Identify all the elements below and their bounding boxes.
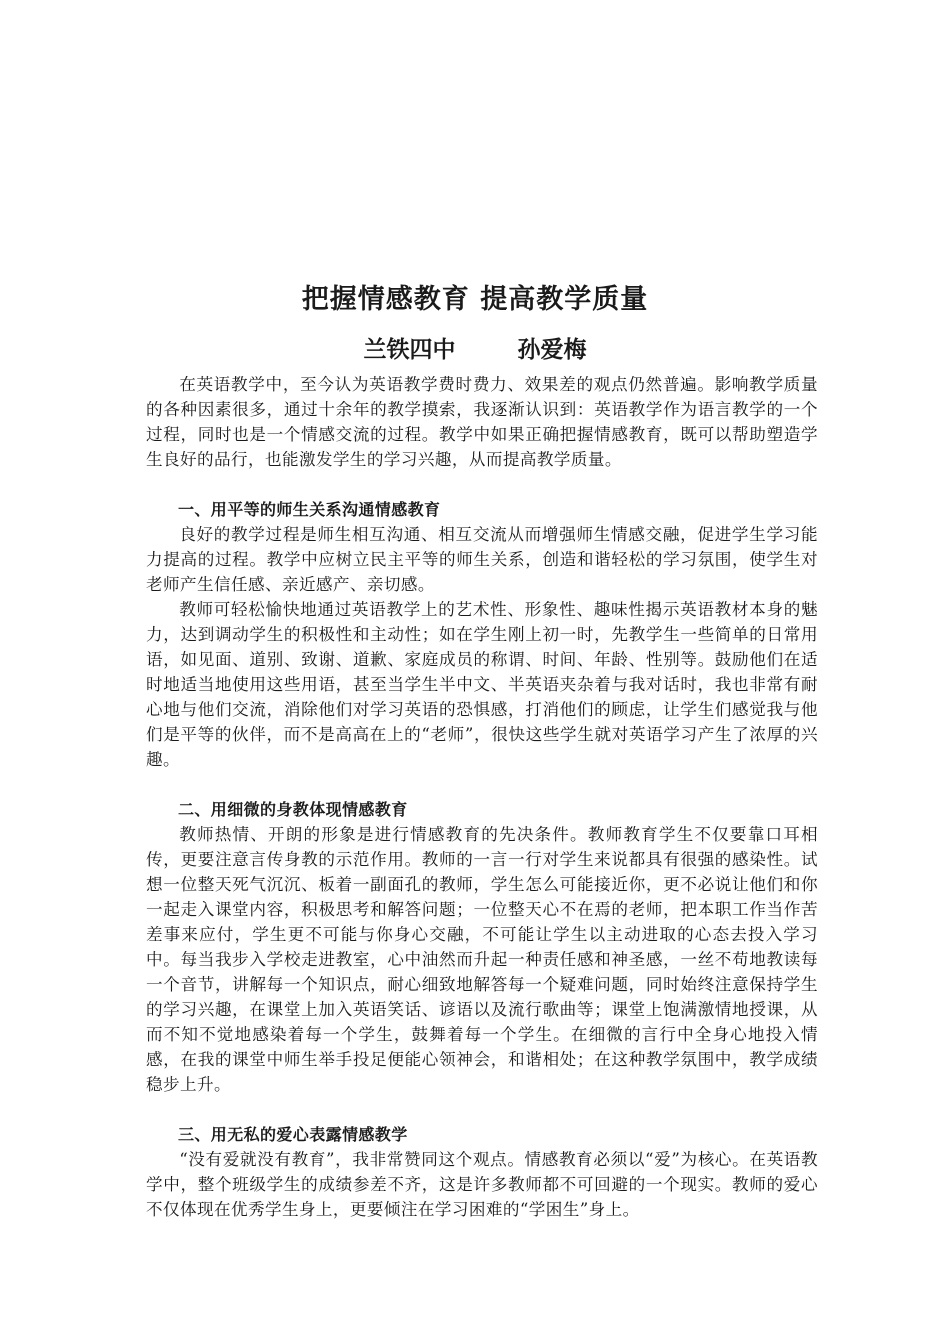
section-2-paragraph-1: 教师热情、开朗的形象是进行情感教育的先决条件。教师教育学生不仅要靠口耳相传，更要注意言传身教的示范作用。教师的一言一行对学生来说都具有很强的感染性。试想一位整天死气沉沉、板着一副面孔的教师，学生怎么可能接近你，更不必说让他们和你一起走入课堂内容，积极思考和解答问题；一位整天心不在焉的老师，把本职工作当作苦差事来应付，学生更不可能与你身心交融，不可能让学生以主动进取的心态去投入学习中。每当我步入学校走进教室，心中油然而升起一种责任感和神圣感，一丝不苟地教读每一个音节，讲解每一个知识点，耐心细致地解答每一个疑难问题，同时始终注意保持学生的学习兴趣，在课堂上加入英语笑话、谚语以及流行歌曲等；课堂上饱满激情地授课，从而不知不觉地感染着每一个学生，鼓舞着每一个学生。在细微的言行中全身心地投入情感，在我的课堂中师生举手投足便能心领神会，和谐相处；在这种教学氛围中，教学成绩稳步上升。 bbox=[146, 825, 818, 1094]
section-heading-2: 二、用细微的身教体现情感教育 bbox=[178, 800, 408, 819]
section-1-paragraph-2: 教师可轻松愉快地通过英语教学上的艺术性、形象性、趣味性揭示英语教材本身的魅力，达到调动学生的积极性和主动性；如在学生刚上初一时，先教学生一些简单的日常用语，如见面、道别、致谢、道歉、家庭成员的称谓、时间、年龄、性别等。鼓励他们在适时地适当地使用这些用语，甚至当学生半中文、半英语夹杂着与我对话时，我也非常有耐心地与他们交流，消除他们对学习英语的恐惧感，打消他们的顾虑，让学生们感觉我与他们是平等的伙伴，而不是高高在上的“老师”，很快这些学生就对英语学习产生了浓厚的兴趣。 bbox=[146, 600, 818, 769]
section-3-paragraph-1: “没有爱就没有教育”，我非常赞同这个观点。情感教育必须以“爱”为核心。在英语教学中，整个班级学生的成绩参差不齐，这是许多教师都不可回避的一个现实。教师的爱心不仅体现在优秀学生身上，更要倾注在学习困难的“学困生”身上。 bbox=[146, 1150, 818, 1219]
author-line bbox=[0, 333, 950, 367]
document-body bbox=[146, 372, 818, 1222]
section-heading-1: 一、用平等的师生关系沟通情感教育 bbox=[178, 500, 441, 519]
author-school: 兰铁四中 bbox=[363, 337, 456, 363]
section-heading-3: 三、用无私的爱心表露情感教学 bbox=[178, 1125, 408, 1144]
section-1-paragraph-1: 良好的教学过程是师生相互沟通、相互交流从而增强师生情感交融，促进学生学习能力提高的过程。教学中应树立民主平等的师生关系，创造和谐轻松的学习氛围，使学生对老师产生信任感、亲近感产、亲切感。 bbox=[146, 525, 818, 594]
intro-paragraph: 在英语教学中，至今认为英语教学费时费力、效果差的观点仍然普遍。影响教学质量的各种因素很多，通过十余年的教学摸索，我逐渐认识到：英语教学作为语言教学的一个过程，同时也是一个情感交流的过程。教学中如果正确把握情感教育，既可以帮助塑造学生良好的品行，也能激发学生的学习兴趣，从而提高教学质量。 bbox=[146, 375, 818, 469]
author-name: 孙爱梅 bbox=[517, 337, 587, 363]
document-title: 把握情感教育 提高教学质量 bbox=[301, 284, 649, 315]
